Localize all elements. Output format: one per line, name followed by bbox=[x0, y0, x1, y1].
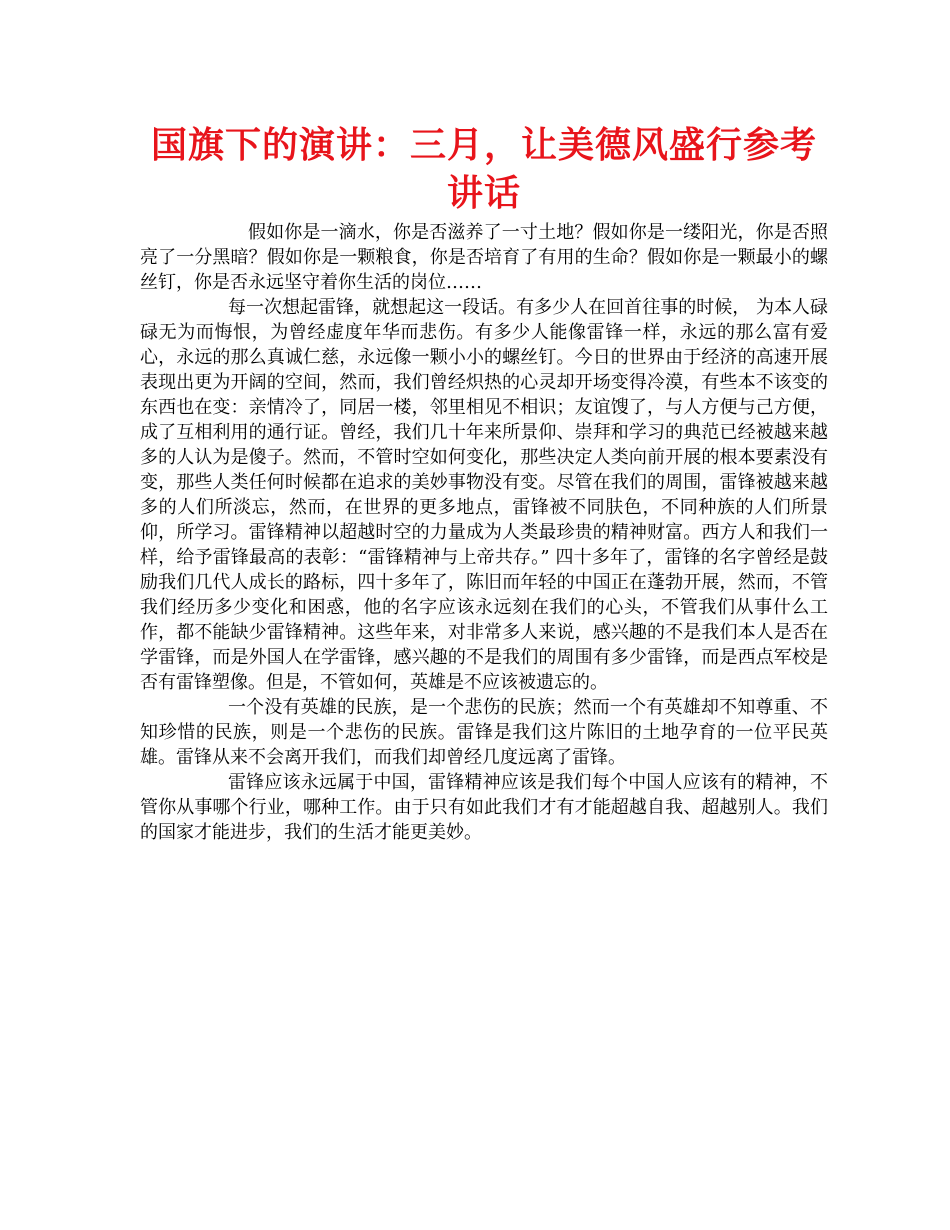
paragraph-1: 假如你是一滴水，你是否滋养了一寸土地？假如你是一缕阳光，你是否照亮了一分黑暗？假如你是一颗粮食，你是否培育了有用的生命？假如你是一颗最小的螺丝钉，你是否永远坚守着你生活的岗位…… bbox=[140, 222, 828, 293]
document-body bbox=[140, 220, 828, 845]
document-page bbox=[140, 122, 828, 845]
paragraph-2: 每一次想起雷锋，就想起这一段话。有多少人在回首往事的时候， 为本人碌碌无为而悔恨，为曾经虚度年华而悲伤。有多少人能像雷锋一样，永远的那么富有爱心，永远的那么真诚仁慈，永远像一颗小小的螺丝钉。今日的世界由于经济的高速开展表现出更为开阔的空间，然而，我们曾经炽热的心灵却开场变得冷漠，有些本不该变的东西也在变：亲情冷了，同居一楼，邻里相见不相识；友谊馊了，与人方便与己方便，成了互相利用的通行证。曾经，我们几十年来所景仰、崇拜和学习的典范已经被越来越多的人认为是傻子。然而，不管时空如何变化，那些决定人类向前开展的根本要素没有变，那些人类任何时候都在追求的美妙事物没有变。尽管在我们的周围，雷锋被越来越多的人们所淡忘，然而，在世界的更多地点，雷锋被不同肤色，不同种族的人们所景仰，所学习。雷锋精神以超越时空的力量成为人类最珍贵的精神财富。西方人和我们一样，给予雷锋最高的表彰：“雷锋精神与上帝共存。” 四十多年了，雷锋的名字曾经是鼓励我们几代人成长的路标，四十多年了，陈旧而年轻的中国正在蓬勃开展，然而，不管我们经历多少变化和困惑，他的名字应该永远刻在我们的心头，不管我们从事什么工作，都不能缺少雷锋精神。这些年来，对非常多人来说，感兴趣的不是我们本人是否在学雷锋，而是外国人在学雷锋，感兴趣的不是我们的周围有多少雷锋，而是西点军校是否有雷锋塑像。但是，不管如何，英雄是不应该被遗忘的。 bbox=[140, 297, 828, 693]
document-title: 国旗下的演讲：三月，让美德风盛行参考讲话 bbox=[150, 125, 817, 214]
paragraph-4: 雷锋应该永远属于中国，雷锋精神应该是我们每个中国人应该有的精神，不管你从事哪个行业，哪种工作。由于只有如此我们才有才能超越自我、超越别人。我们的国家才能进步，我们的生活才能更美妙。 bbox=[140, 772, 828, 843]
paragraph-3: 一个没有英雄的民族，是一个悲伤的民族；然而一个有英雄却不知尊重、不知珍惜的民族，则是一个悲伤的民族。雷锋是我们这片陈旧的土地孕育的一位平民英雄。雷锋从来不会离开我们，而我们却曾经几度远离了雷锋。 bbox=[140, 697, 828, 768]
